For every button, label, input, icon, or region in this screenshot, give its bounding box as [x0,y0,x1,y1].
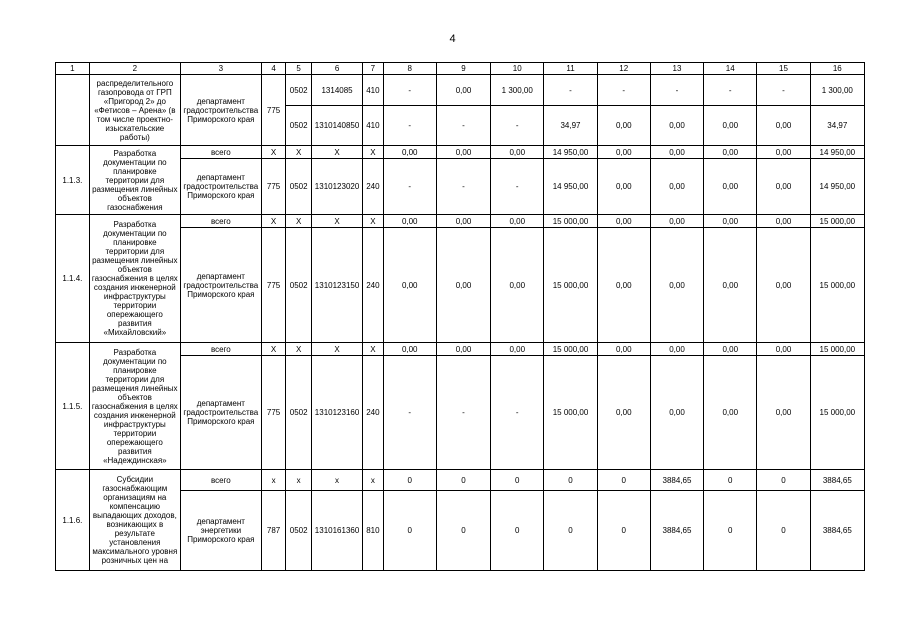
table-cell: - [383,159,436,215]
table-cell: 1310123150 [311,228,362,343]
table-cell: 0,00 [491,228,544,343]
table-cell: 1 300,00 [491,75,544,106]
table-cell: 775 [261,228,286,343]
table-cell: 0,00 [383,228,436,343]
table-cell: X [363,215,383,228]
total-label: всего [180,146,261,159]
table-cell: 0 [704,470,757,491]
column-header: 3 [180,63,261,75]
table-cell: X [261,215,286,228]
table-cell: 34,97 [810,106,864,146]
table-cell: - [704,75,757,106]
table-cell: 0 [383,491,436,571]
table-cell: 14 950,00 [544,159,597,215]
table-cell: 0,00 [436,215,490,228]
table-cell: 0502 [286,159,312,215]
activity-name: Субсидии газоснабжающим организациям на компенсацию выпадающих доходов, возникающих в результате установления максимального уровня розничных цен на [89,470,180,571]
row-number: 1.1.4. [56,215,90,343]
table-cell: 0 [704,491,757,571]
table-cell: 3884,65 [650,491,703,571]
total-label: всего [180,343,261,356]
table-cell: 3884,65 [810,470,864,491]
row-number [56,75,90,146]
table-row [56,343,865,356]
activity-name: распределительного газопровода от ГРП «Пригород 2» до «Фетисов – Арена» (в том числе проектно-изыскательские работы) [89,75,180,146]
table-cell: 0,00 [757,343,810,356]
table-cell: 0,00 [650,356,703,470]
table-cell: 0,00 [436,228,490,343]
table-cell: 775 [261,356,286,470]
row-number: 1.1.5. [56,343,90,470]
executor: департамент градостроительства Приморского края [180,75,261,146]
table-cell: 0,00 [757,146,810,159]
column-header: 5 [286,63,312,75]
table-cell: 0,00 [436,146,490,159]
table-cell: X [311,215,362,228]
activity-name: Разработка документации по планировке территории для размещения линейных объектов газоснабжения [89,146,180,215]
table-cell: 0502 [286,356,312,470]
row-number: 1.1.3. [56,146,90,215]
table-cell: 0,00 [597,106,650,146]
table-cell: 0502 [286,491,312,571]
table-cell: 240 [363,356,383,470]
table-cell: 0 [491,470,544,491]
table-cell: 0 [383,470,436,491]
table-cell: 0 [491,491,544,571]
executor: департамент градостроительства Приморского края [180,356,261,470]
table-cell: - [383,75,436,106]
budget-table [55,62,865,571]
table-cell: 0,00 [597,343,650,356]
table-cell: 0502 [286,228,312,343]
table-cell: X [311,146,362,159]
table-cell: 0,00 [757,228,810,343]
table-cell: 0,00 [650,159,703,215]
table-cell: 240 [363,159,383,215]
table-cell: 0,00 [597,356,650,470]
table-cell: 0,00 [436,343,490,356]
table-cell: 3884,65 [810,491,864,571]
table-cell: 0 [436,470,490,491]
table-cell: x [363,470,383,491]
table-cell: 787 [261,491,286,571]
table-cell: x [261,470,286,491]
table-cell: 15 000,00 [810,356,864,470]
table-cell: 1310123160 [311,356,362,470]
table-cell: 0 [597,470,650,491]
table-cell: 0,00 [650,146,703,159]
table-cell: - [383,106,436,146]
column-header: 2 [89,63,180,75]
column-header: 6 [311,63,362,75]
table-cell: 0 [544,491,597,571]
table-cell: 0 [757,470,810,491]
table-cell: 0502 [286,75,312,106]
column-header: 4 [261,63,286,75]
column-header: 14 [704,63,757,75]
table-cell: 0,00 [383,215,436,228]
table-row [56,75,865,106]
table-cell: 14 950,00 [810,159,864,215]
table-cell: - [650,75,703,106]
table-cell: 0,00 [704,356,757,470]
table-cell: X [363,343,383,356]
table-cell: 1310161360 [311,491,362,571]
table-cell: - [491,159,544,215]
table-cell: 810 [363,491,383,571]
page-number: 4 [449,33,456,45]
table-row [56,470,865,491]
table-cell: X [261,146,286,159]
table-cell: 0,00 [757,356,810,470]
total-label: всего [180,470,261,491]
table-cell: 15 000,00 [810,215,864,228]
table-cell: 0,00 [491,146,544,159]
table-cell: 1310140850 [311,106,362,146]
column-header: 9 [436,63,490,75]
table-cell: - [597,75,650,106]
table-cell: 1314085 [311,75,362,106]
column-header: 15 [757,63,810,75]
table-cell: 0,00 [383,146,436,159]
table-cell: 0,00 [757,106,810,146]
table-cell: 1310123020 [311,159,362,215]
table-row [56,215,865,228]
table-cell: - [383,356,436,470]
table-cell: 0,00 [650,215,703,228]
table-cell: X [261,343,286,356]
table-cell: - [436,356,490,470]
table-cell: 0,00 [704,159,757,215]
table-cell: X [286,215,312,228]
table-cell: - [757,75,810,106]
column-header: 12 [597,63,650,75]
table-cell: 775 [261,159,286,215]
table-cell: 15 000,00 [810,343,864,356]
table-cell: 1 300,00 [810,75,864,106]
table-cell: - [544,75,597,106]
table-cell: 0,00 [704,215,757,228]
table-cell: 0,00 [704,343,757,356]
table-cell: 410 [363,106,383,146]
table-cell: 0,00 [704,146,757,159]
activity-name: Разработка документации по планировке территории для размещения линейных объектов газоснабжения в целях создания инженерной инфраструктуры территории опережающего развития «Надеждинская» [89,343,180,470]
column-header: 16 [810,63,864,75]
table-cell: 15 000,00 [544,215,597,228]
table-cell: 240 [363,228,383,343]
table-cell: 0 [757,491,810,571]
executor: департамент градостроительства Приморского края [180,159,261,215]
column-header: 8 [383,63,436,75]
table-cell: 0 [597,491,650,571]
table-cell: 0,00 [597,215,650,228]
table-row [56,146,865,159]
table-cell: 0,00 [704,228,757,343]
executor: департамент энергетики Приморского края [180,491,261,571]
column-header: 13 [650,63,703,75]
grbs-code: 775 [261,75,286,146]
table-cell: - [436,159,490,215]
table-cell: 0,00 [597,228,650,343]
column-header: 7 [363,63,383,75]
table-cell: - [436,106,490,146]
table-cell: X [311,343,362,356]
executor: департамент градостроительства Приморского края [180,228,261,343]
table-cell: 34,97 [544,106,597,146]
header-row [56,63,865,75]
total-label: всего [180,215,261,228]
table-cell: 0,00 [383,343,436,356]
table-cell: 0,00 [757,215,810,228]
table-cell: 0502 [286,106,312,146]
table-cell: 0 [544,470,597,491]
table-cell: 14 950,00 [810,146,864,159]
table-cell: 14 950,00 [544,146,597,159]
column-header: 10 [491,63,544,75]
column-header: 11 [544,63,597,75]
table-cell: 15 000,00 [544,356,597,470]
table-cell: 0,00 [491,215,544,228]
table-cell: 0,00 [491,343,544,356]
table-cell: 3884,65 [650,470,703,491]
table-cell: - [491,106,544,146]
table-cell: 0,00 [650,106,703,146]
table-cell: 0,00 [757,159,810,215]
table-cell: 0,00 [650,343,703,356]
table-cell: 15 000,00 [544,228,597,343]
table-cell: 15 000,00 [544,343,597,356]
table-cell: X [363,146,383,159]
activity-name: Разработка документации по планировке территории для размещения линейных объектов газоснабжения в целях создания инженерной инфраструктуры территории опережающего развития «Михайловский» [89,215,180,343]
table-cell: X [286,146,312,159]
table-cell: 0,00 [597,146,650,159]
table-cell: 15 000,00 [810,228,864,343]
table-cell: 0,00 [597,159,650,215]
table-cell: 0,00 [436,75,490,106]
column-header: 1 [56,63,90,75]
table-cell: 0,00 [650,228,703,343]
table-cell: X [286,343,312,356]
table-cell: x [286,470,312,491]
table-cell: 0 [436,491,490,571]
table-cell: x [311,470,362,491]
row-number: 1.1.6. [56,470,90,571]
table-cell: 0,00 [704,106,757,146]
table-cell: 410 [363,75,383,106]
table-cell: - [491,356,544,470]
